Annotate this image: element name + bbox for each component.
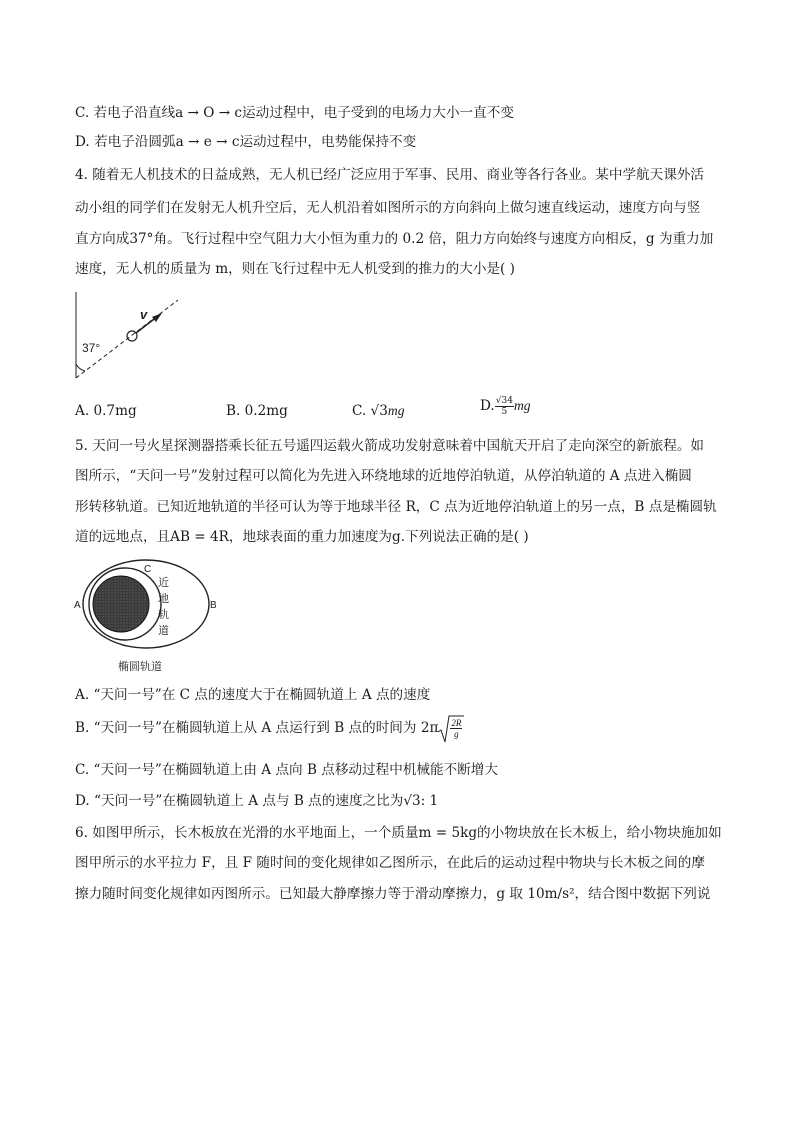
drone-circle (127, 331, 137, 341)
q4-option-d-suffix: mg (513, 398, 531, 413)
q5-text-line-1: 5. 天问一号火星探测器搭乘长征五号遥四运载火箭成功发射意味着中国航天开启了走向深空的新旅程。如 (75, 438, 705, 454)
q5-orbit-figure (72, 556, 222, 676)
q5-option-b-prefix: B. “天问一号”在椭圆轨道上从 A 点运行到 B 点的时间为 2π (75, 720, 439, 736)
q5-text-line-2: 图所示，“天问一号”发射过程可以简化为先进入环绕地球的近地停泊轨道，从停泊轨道的 A 点进入椭圆 (75, 468, 692, 484)
q4-option-b: B. 0.2mg (226, 403, 288, 419)
radical-sign (438, 714, 464, 744)
q4-option-d-prefix: D. (480, 398, 495, 414)
ellipse-orbit-label: 椭圆轨道 (118, 661, 162, 673)
fraction-numerator: √34 (495, 396, 513, 406)
near-orbit-char-4: 道 (158, 625, 169, 637)
angle-arc (76, 364, 85, 371)
q4-option-d-fraction (495, 396, 514, 417)
q4-text-line-1: 4. 随着无人机技术的日益成熟，无人机已经广泛应用于军事、民用、商业等各行各业。某中学航天课外活 (75, 167, 705, 183)
q5-text-line-4: 道的远地点，且AB = 4R，地球表面的重力加速度为g.下列说法正确的是( ) (75, 529, 529, 545)
q6-text-line-2: 图甲所示的水平拉力 F，且 F 随时间的变化规律如乙图所示，在此后的运动过程中物块与长木板之间的摩 (75, 855, 705, 871)
near-orbit-char-1: 近 (158, 577, 169, 589)
q5-option-b (75, 718, 462, 739)
q5-option-c: C. “天问一号”在椭圆轨道上由 A 点向 B 点移动过程中机械能不断增大 (75, 762, 498, 778)
q4-text-line-3: 直方向成37°角。飞行过程中空气阻力大小恒为重力的 0.2 倍，阻力方向始终与速度方向相反，g 为重力加 (75, 231, 714, 247)
q3-option-c: C. 若电子沿直线a → O → c运动过程中，电子受到的电场力大小一直不变 (75, 105, 514, 121)
q4-option-c-suffix: mg (387, 403, 405, 418)
q4-option-c (352, 402, 405, 420)
q6-text-line-1: 6. 如图甲所示，长木板放在光滑的水平地面上，一个质量m = 5kg的小物块放在长木板上，给小物块施加如 (75, 825, 722, 841)
q4-drone-figure (70, 286, 190, 386)
point-c-label: C (144, 564, 152, 575)
velocity-label: v (140, 307, 148, 322)
q5-option-d: D. “天问一号”在椭圆轨道上 A 点与 B 点的速度之比为√3: 1 (75, 793, 439, 809)
q3-option-d: D. 若电子沿圆弧a → e → c运动过程中，电势能保持不变 (75, 134, 417, 150)
angle-label: 37° (82, 341, 101, 355)
fraction-denominator: 5 (501, 407, 508, 417)
q4-option-d (480, 396, 531, 417)
sqrt-expression (438, 718, 462, 739)
earth (93, 576, 149, 632)
q4-text-line-4: 速度，无人机的质量为 m，则在飞行过程中无人机受到的推力的大小是( ) (75, 261, 515, 277)
fraction-numerator: 2R (451, 718, 462, 728)
q6-text-line-3: 擦力随时间变化规律如丙图所示。已知最大静摩擦力等于滑动摩擦力，g 取 10m/s²，结合图中数据下列说 (75, 886, 711, 902)
near-orbit-char-2: 地 (158, 593, 169, 605)
q4-option-a: A. 0.7mg (75, 403, 137, 419)
near-orbit-char-3: 轨 (158, 609, 169, 621)
q4-option-c-prefix: C. √3 (352, 403, 388, 419)
arrow-head (152, 313, 162, 322)
point-b-label: B (210, 600, 217, 611)
fraction-denominator: g (454, 729, 459, 739)
q4-text-line-2: 动小组的同学们在发射无人机升空后，无人机沿着如图所示的方向斜向上做匀速直线运动，速度方向与竖 (75, 200, 701, 216)
velocity-dashed-line (76, 300, 178, 378)
q5-text-line-3: 形转移轨道。已知近地轨道的半径可认为等于地球半径 R，C 点为近地停泊轨道上的另一点，B 点是椭圆轨 (75, 499, 717, 515)
q5-option-a: A. “天问一号”在 C 点的速度大于在椭圆轨道上 A 点的速度 (75, 687, 431, 703)
point-a-label: A (74, 600, 81, 611)
